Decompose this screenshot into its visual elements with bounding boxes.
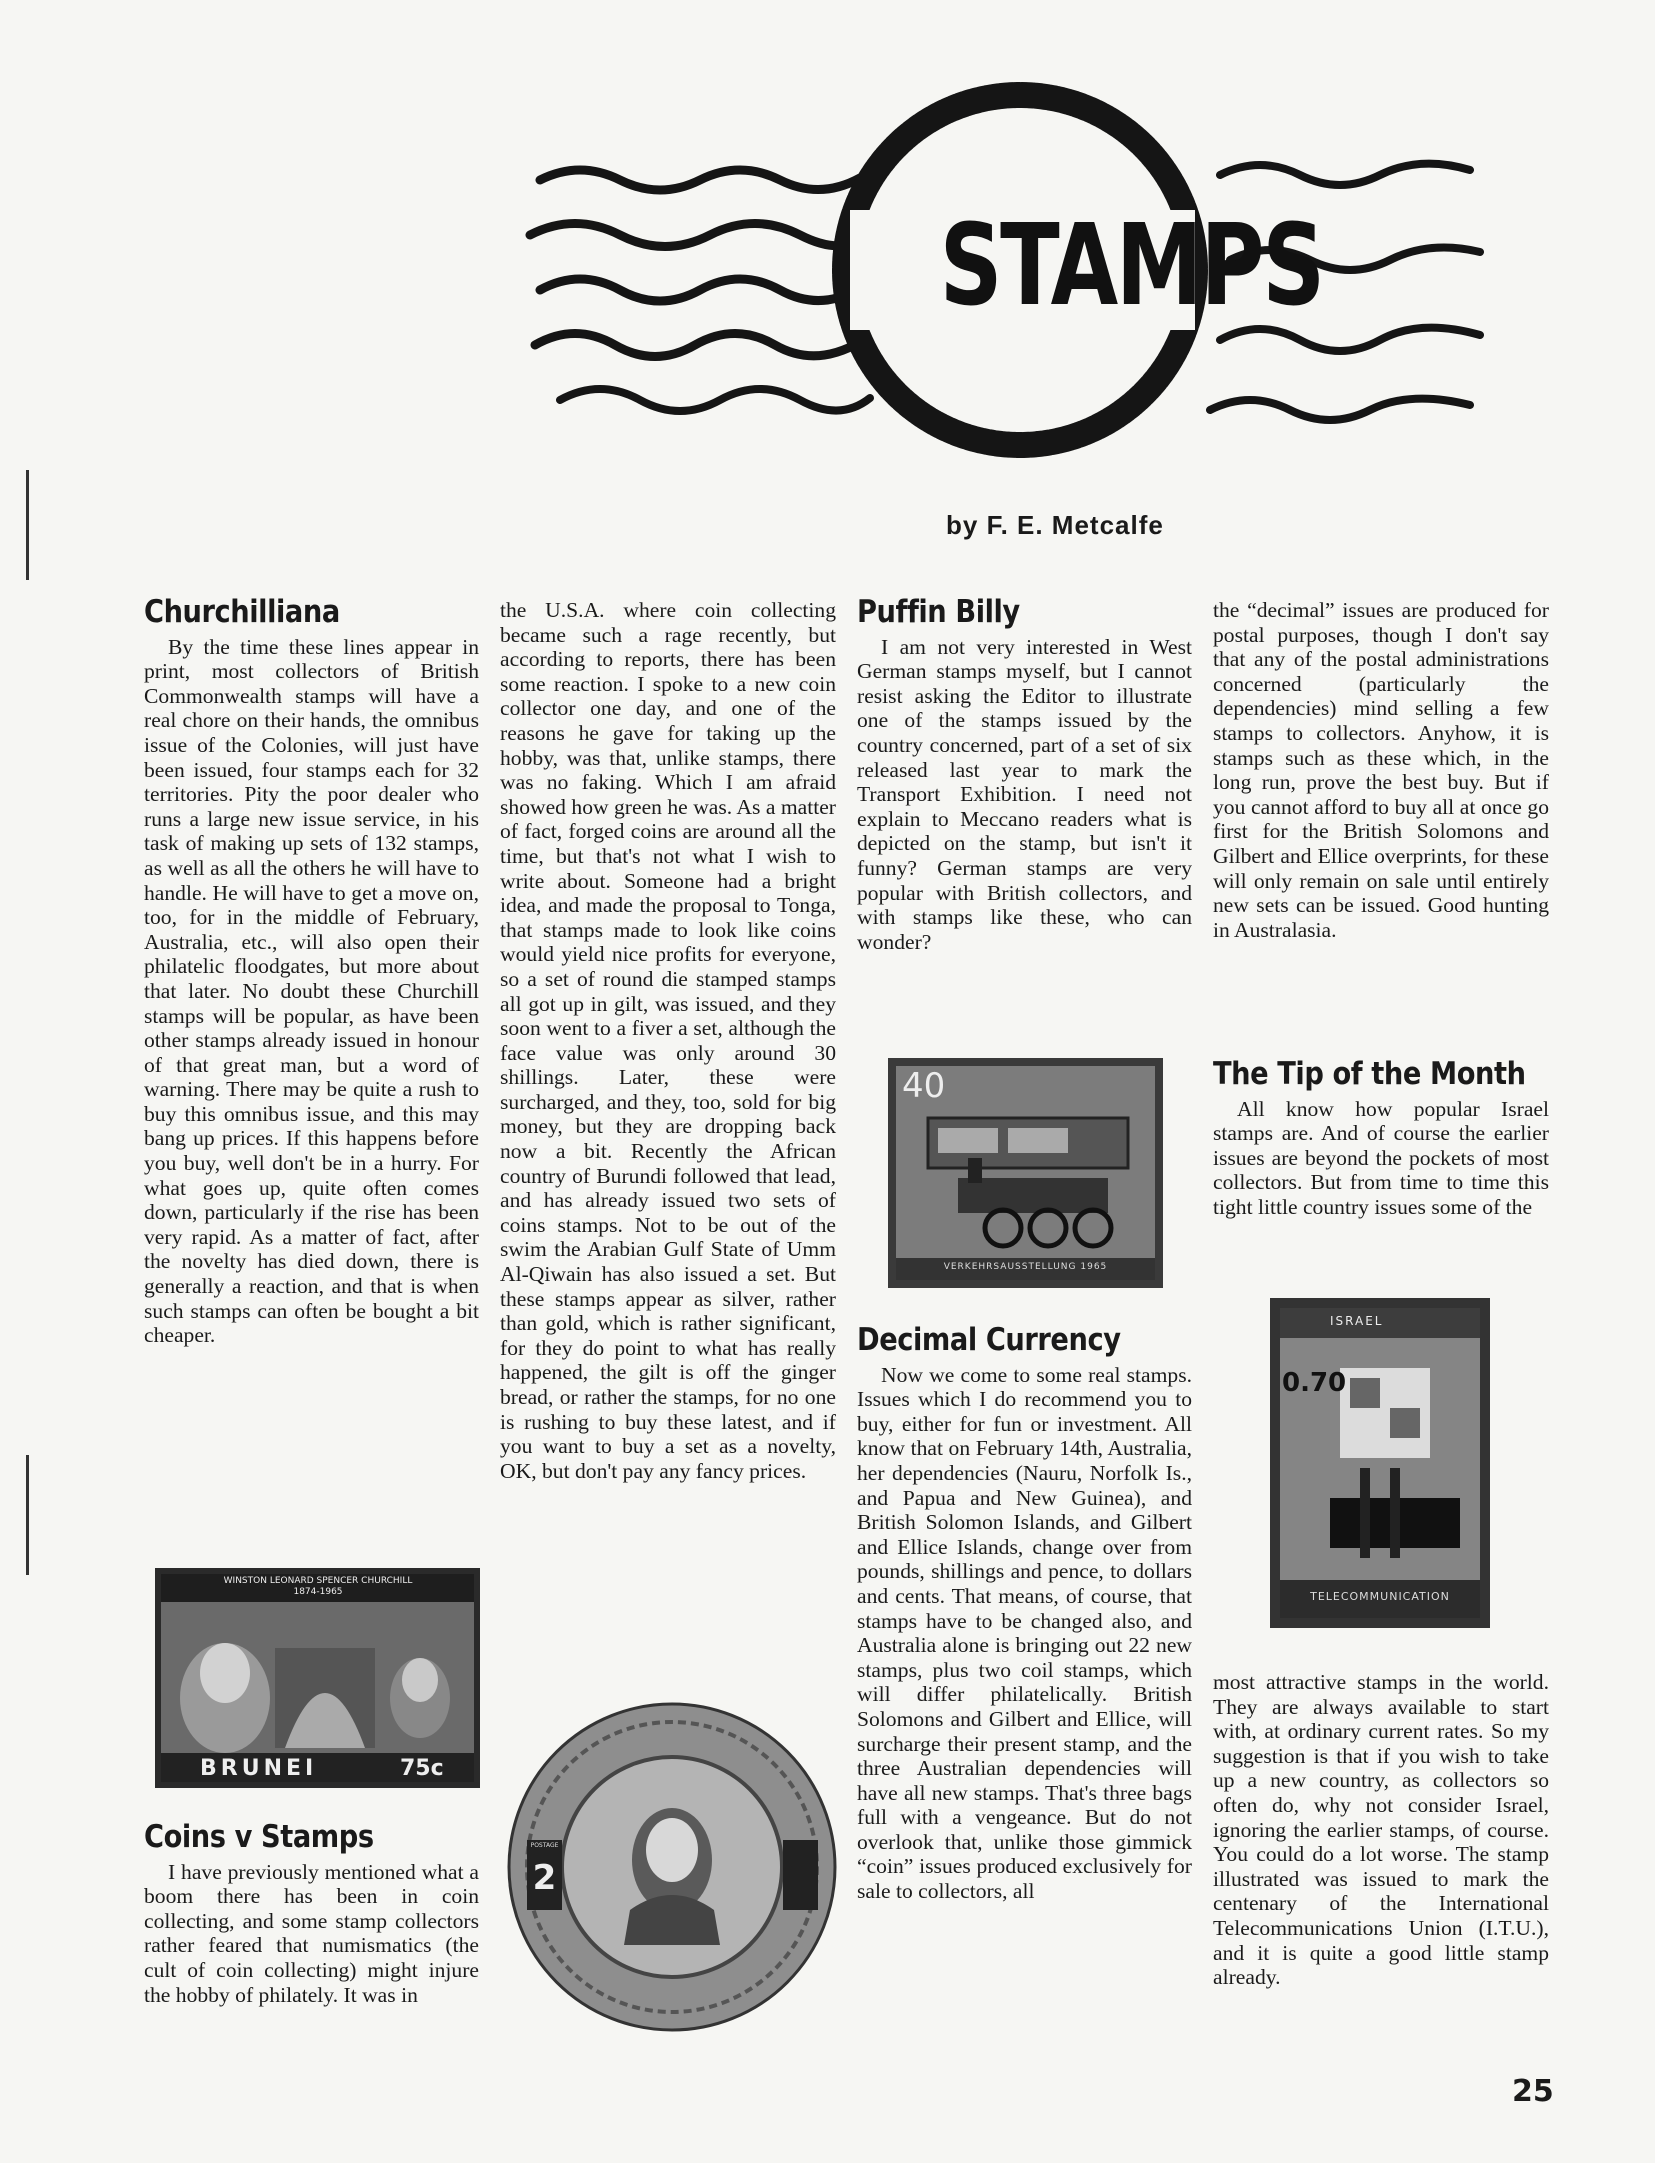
masthead-title: STAMPS [939,201,1323,331]
heading-coins: Coins v Stamps [144,1819,374,1855]
israel-itu-stamp [1270,1298,1490,1628]
tip-text-a: All know how popular Israel stamps are. And of course the earlier issues are beyond the pockets of most collectors. But from time to time this tight little country issues some of the [1213,1096,1549,1219]
decimal-text-b: the “decimal” issues are produced for postal purposes, though I don't say that any of the postal administrations concerned (particularly the dependencies) mind selling a few stamps to collectors. Anyhow, it is stamps such as these which, in the long run, prove the best buy. But if you cannot afford to buy all at once go first for the British Solomons and Gilbert and Ellice overprints, for these will only remain on sale until entirely new sets can be issued. Good hunting in Australasia. [1213,598,1549,942]
column-4 [1213,598,1549,942]
tip-text-b: most attractive stamps in the world. They are always available to start with, at ordinary current rates. So my suggestion is that if you wish to take up a new country, as collectors so often do, why not consider Israel, ignoring the earlier stamps, of course. You could do a lot worse. The stamp illustrated was issued to mark the centenary of the International Telecommunications Union (I.T.U.), and it is quite a good little stamp already. [1213,1670,1549,1990]
heading-tip-of-the-month: The Tip of the Month [1213,1056,1526,1092]
brunei-stamp-header: WINSTON LEONARD SPENCER CHURCHILL [223,1576,413,1586]
brunei-stamp-years: 1874-1965 [293,1587,343,1597]
page-number: 25 [1512,2074,1554,2109]
column-3-lower [857,1322,1192,1904]
masthead [520,60,1520,480]
israel-stamp-country: ISRAEL [1330,1314,1384,1328]
byline: by F. E. Metcalfe [946,510,1164,540]
coins-text-a: I have previously mentioned what a boom there has been in coin collecting, and some stamp collectors rather feared that numismatics (the cult of coin collecting) might injure the hobby of philately. It was in [144,1859,479,2007]
brunei-stamp-value: 75c [400,1756,444,1781]
coins-text-b: the U.S.A. where coin collecting became such a rage recently, but according to reports, there has been some reaction. I spoke to a new coin collector one day, and one of the reasons he gave for taking up the hobby, was that, unlike stamps, there was no faking. Which I am afraid showed how green he was. As a matter of fact, forged coins are around all the time, but that's not what I wish to write about. Someone had a bright idea, and made the proposal to Tonga, that stamps made to look like coins would yield nice profits for everyone, so a set of round die stamped stamps all got up in gilt, was issued, and they soon went to a fiver a set, although the face value was only around 30 shillings. Later, these were surcharged, and they, too, sold for big money, but they are dropping back now a bit. Recently the African country of Burundi followed that lead, and has already issued two sets of coins stamps. Not to be out of the swim the Arabian Gulf State of Umm Al-Qiwain has also issued a set. But these stamps appear as silver, rather than gold, which is rather significant, for they do point to what has really happened, the gilt is off the ginger bread, or rather the stamps, for no one is rushing to buy these latest, and if you want to buy a set as a novelty, OK, but don't pay any fancy prices. [500,598,836,1483]
heading-decimal-currency: Decimal Currency [857,1322,1121,1358]
israel-stamp-caption: TELECOMMUNICATION [1310,1590,1450,1603]
heading-puffin-billy: Puffin Billy [857,594,1020,630]
israel-stamp-value: 0.70 [1282,1368,1347,1398]
german-stamp-value: 40 [902,1066,946,1106]
coin-stamp-value: 2 [532,1858,557,1898]
column-4-tip [1213,1056,1549,1220]
heading-churchilliana: Churchilliana [144,594,340,630]
column-1-lower [144,1819,479,2007]
margin-mark [26,1455,29,1575]
margin-mark [26,470,29,580]
decimal-text-a: Now we come to some real stamps. Issues which I do recommend you to buy, either for fun or investment. All know that on February 14th, Australia, her dependencies (Nauru, Norfolk Is., and Papua and New Guinea), and British Solomon Islands, and Gilbert and Ellice Islands, change over from pounds, shillings and pence, to dollars and cents. That means, of course, that stamps have to be changed also, and Australia alone is bringing out 22 new stamps, plus two coil stamps, which will differ philatelically. British Solomons and Gilbert and Ellice, will surcharge their present stamp, and the three Australian dependencies will have all new stamps. That's three bags full with a vengeance. But do not overlook that, unlike those gimmick “coin” issues produced exclusively for sale to collectors, all [857,1362,1192,1904]
column-4-lower [1213,1670,1549,1990]
column-3 [857,594,1192,954]
coin-stamp-label: POSTAGE [530,1842,559,1849]
column-1 [144,594,479,1348]
german-locomotive-stamp [888,1058,1163,1288]
churchilliana-text: By the time these lines appear in print, most collectors of British Commonwealth stamps will have a real chore on their hands, the omnibus issue of the Colonies, will just have been issued, four stamps each for 32 territories. Pity the poor dealer who runs a large new issue service, in his task of making up sets of 132 stamps, as well as all the others he will have to handle. He will have to get a move on, too, for in the middle of February, Australia, etc., will also open their philatelic floodgates, but more about that later. No doubt these Churchill stamps will be popular, as have been other stamps already issued in honour of that great man, but a word of warning. There may be quite a rush to buy this omnibus issue, and this may bang up prices. If this happens before you buy, well don't be in a hurry. For what goes up, quite often comes down, particularly if the rise has been very rapid. As a matter of fact, after the novelty has died down, there is generally a reaction, and that is when such stamps can often be bought a bit cheaper. [144,634,479,1348]
german-stamp-caption: VERKEHRSAUSSTELLUNG 1965 [943,1262,1108,1272]
column-2 [500,598,836,1483]
puffin-text: I am not very interested in West German stamps myself, but I cannot resist asking the Editor to illustrate one of the stamps issued by the country concerned, part of a set of six released last year to mark the Transport Exhibition. I need not explain to Meccano readers what is depicted on the stamp, but isn't it funny? German stamps are very popular with British collectors, and with stamps like these, who can wonder? [857,634,1192,954]
brunei-stamp [155,1568,480,1788]
coin-stamp [505,1700,840,2035]
brunei-stamp-country: BRUNEI [200,1756,318,1781]
